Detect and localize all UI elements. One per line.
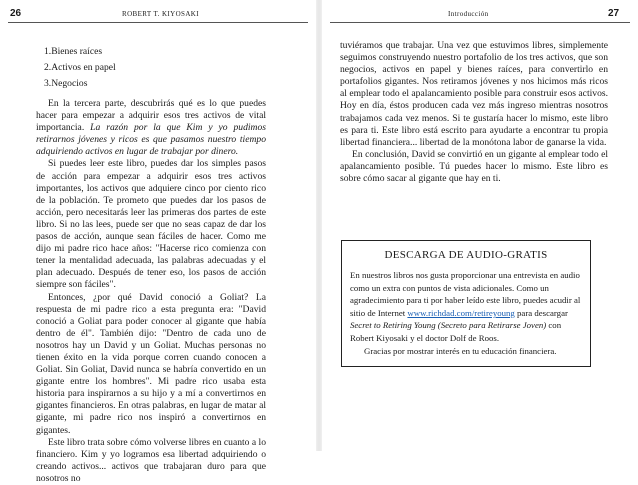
right-page: [322, 0, 638, 451]
paragraph-italic: La razón por la que Kim y yo pudimos retirarnos jóvenes y ricos es que pasamos nuestro tiempo adquiriendo activos en lugar de trabajar por dinero.: [36, 122, 267, 158]
right-header-rule: [330, 22, 630, 23]
right-page-number: 27: [608, 8, 620, 19]
audio-box-text: para descargar: [517, 307, 568, 318]
audio-box-body: [350, 269, 582, 357]
left-running-header: ROBERT T. KIYOSAKI: [122, 10, 199, 18]
left-body-text: [36, 98, 266, 485]
paragraph: Entonces, ¿por qué David conoció a Goliat? La respuesta de mi padre rico a esta pregunta era: "David conoció a Goliat para poder conocer al gigante que había dentro de él". También dijo: "Dentro de cada uno de nosotros hay un David y un Goliat. Muchas personas no tienen éxito en la vida porque corren cuando conocen a Goliat. Sin Goliat, David nunca se habría convertido en un gigante entre los hombres". Mi padre rico usaba esta historia para inspirarnos a su hijo y a mí a convertirnos en gigantes financieros. En otras palabras, en lugar de matar al gigante, mi padre rico nos inspiró a convertirnos en gigantes.: [36, 291, 266, 436]
list-item: 2.Activos en papel: [44, 62, 116, 74]
audio-box-thanks: Gracias por mostrar interés en tu educación financiera.: [364, 345, 557, 356]
right-running-header: Introducción: [448, 10, 489, 18]
left-page: [0, 0, 316, 484]
paragraph: Este libro trata sobre cómo volverse libres en cuanto a lo financiero. Kim y yo logramos esa libertad adquiriendo o creando activos... activos que trabajaran duro para que nosotros no: [36, 436, 266, 484]
right-body-text: [340, 40, 608, 185]
audio-book-title: Secret to Retiring Young (Secreto para Retirarse Joven): [350, 320, 547, 331]
list-item: 1.Bienes raíces: [44, 46, 103, 57]
paragraph: tuviéramos que trabajar. Una vez que estuvimos libres, simplemente seguimos construyendo nuestro portafolio de los tres activos, que son negocios, activos en papel y bienes raíces, para convertirlo en portafolios gigantes. Nos retiramos jóvenes y nos hicimos más ricos al emplear todo el apalancamiento posible para construir esos activos. Hoy en día, éstos producen cada vez más ingreso mientras nosotros trabajamos cada vez menos. Si te gustaría hacer lo mismo, este libro es para ti. Este libro está escrito para ayudarte a encontrar tu propia libertad financiera... libertad de la monótona labor de ganarse la vida.: [340, 40, 608, 148]
asset-list: [44, 46, 284, 94]
paragraph: En conclusión, David se convirtió en un gigante al emplear todo el apalancamiento posible. Tú puedes hacer lo mismo. Este libro es sobre cómo sacar al gigante que hay en ti.: [340, 148, 608, 185]
audio-download-box: [341, 240, 591, 367]
audio-box-text: con Robert Kiyosaki y el doctor Dolf de Roos.: [350, 320, 562, 343]
left-page-number: 26: [10, 8, 22, 19]
retireyoung-link[interactable]: www.richdad.com/retireyoung: [407, 307, 515, 318]
audio-box-paragraph: [350, 269, 582, 345]
paragraph: [36, 98, 266, 158]
paragraph-lead: En la tercera parte, descubrirás qué es lo que puedes hacer para empezar a adquirir esos tres activos de vital importancia.: [36, 98, 266, 134]
left-header-rule: [8, 22, 308, 23]
audio-box-text: En nuestros libros nos gusta proporcionar una entrevista en audio como un extra con puntos de vista adicionales. Como un agradecimiento para ti por haber leído este libro, puedes acudir al sitio de Internet: [350, 270, 581, 318]
paragraph: Si puedes leer este libro, puedes dar los simples pasos de acción para empezar a adquirir esos tres activos importantes, los activos que adquiere cinco por ciento rico de la población. Te prometo que puedes dar los pasos de acción, pero necesitarás leer las primeras dos partes de este libro. Si no las lees, puede ser que no seas capaz de dar los pasos de acción, aunque sean fáciles de hacer. Como me dijo mi padre rico hace años: "Hacerse rico comienza con tener la mentalidad adecuada, las palabras adecuadas y el plan adecuado. Después de tener eso, los pasos de acción siempre son fáciles".: [36, 158, 266, 291]
list-item: 3.Negocios: [44, 78, 88, 90]
audio-box-title: DESCARGA DE AUDIO-GRATIS: [384, 249, 548, 261]
